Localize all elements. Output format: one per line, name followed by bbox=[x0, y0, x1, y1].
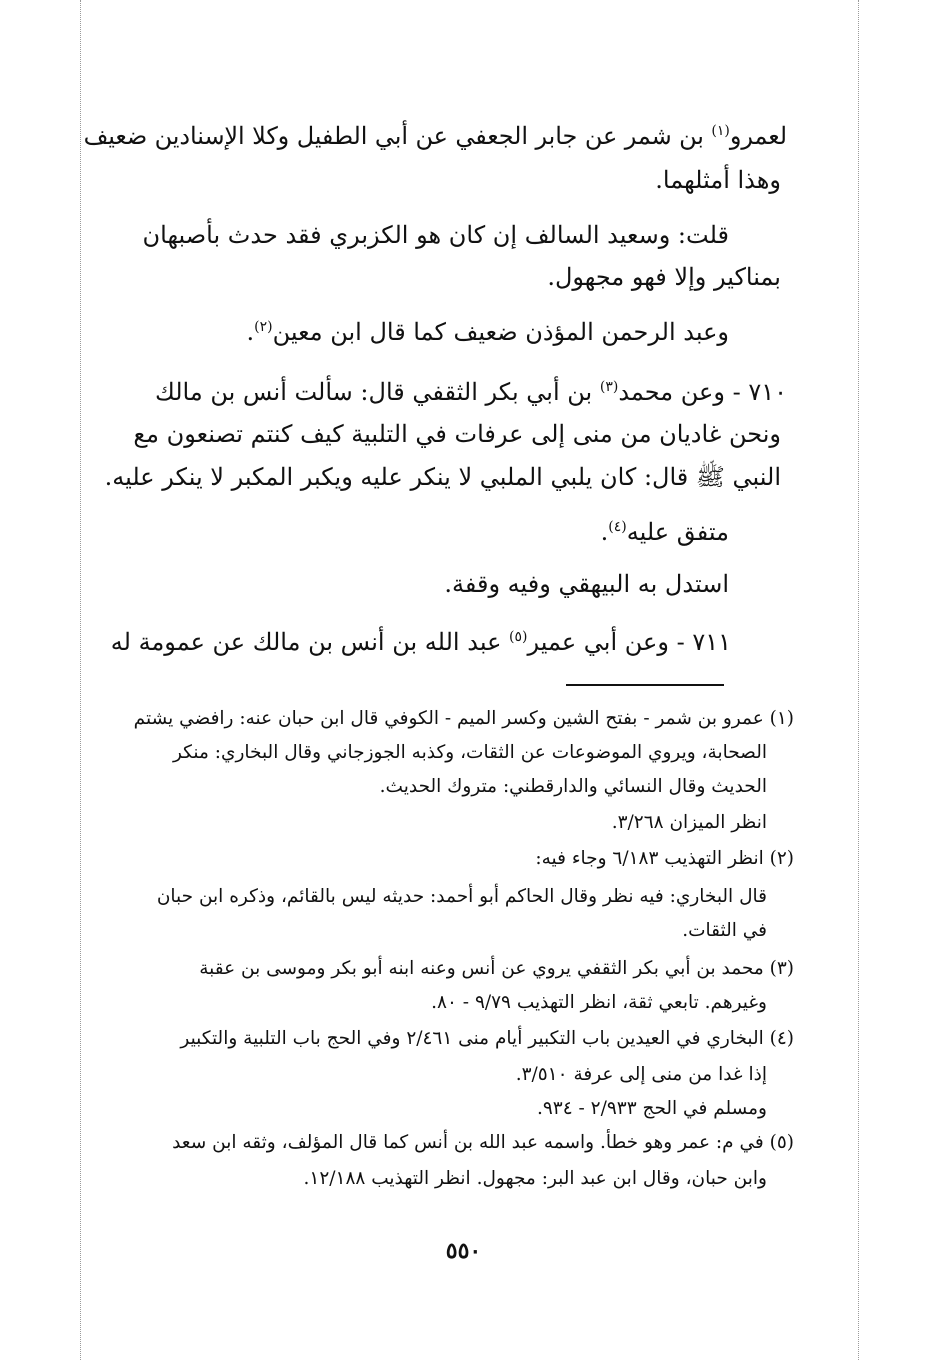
footnote-3-line-2: وغيرهم. تابعي ثقة، انظر التهذيب ٩/٧٩ - ٨٠. bbox=[431, 992, 767, 1013]
footnote-1-line-4: انظر الميزان ٣/٢٦٨. bbox=[611, 812, 767, 833]
footnote-2-line-2: قال البخاري: فيه نظر وقال الحاكم أبو أحمد: حديثه ليس بالقائم، وذكره ابن حبان bbox=[156, 886, 767, 907]
footnote-ref-2[interactable]: (٢) bbox=[254, 319, 273, 335]
footnote-5-line-2: وابن حبان، وقال ابن عبد البر: مجهول. انظر التهذيب ١٢/١٨٨. bbox=[303, 1168, 767, 1189]
footnote-ref-4[interactable]: (٤) bbox=[608, 519, 627, 535]
footnote-ref-5[interactable]: (٥) bbox=[509, 629, 528, 645]
footnote-separator bbox=[566, 684, 724, 686]
footnote-4-line-1: (٤) البخاري في العيدين باب التكبير أيام منى ٢/٤٦١ وفي الحج باب التلبية والتكبير bbox=[180, 1028, 794, 1049]
footnote-4-line-2: إذا غدا من منى إلى عرفة ٣/٥١٠. bbox=[515, 1064, 767, 1085]
footnote-4-line-3: ومسلم في الحج ٢/٩٣٣ - ٩٣٤. bbox=[536, 1098, 767, 1119]
right-margin-guide bbox=[858, 0, 859, 1360]
footnote-2-line-3: في الثقات. bbox=[682, 920, 767, 941]
main-line-5: وعبد الرحمن المؤذن ضعيف كما قال ابن معين$^{(٢)}$. bbox=[246, 318, 729, 346]
page-number: ٥٥٠ bbox=[445, 1238, 482, 1264]
footnote-ref-1[interactable]: (١) bbox=[711, 123, 730, 140]
main-line-7: ونحن غاديان من منى إلى عرفات في التلبية كيف كنتم تصنعون مع bbox=[133, 420, 781, 448]
footnote-1-line-3: الحديث وقال النسائي والدارقطني: متروك الحديث. bbox=[379, 776, 767, 797]
footnote-5-line-1: (٥) في م: عمر وهو خطأ. واسمه عبد الله بن أنس كما قال المؤلف، وثقه ابن سعد bbox=[172, 1132, 794, 1153]
main-line-1: لعمرو$^{(١)}$ بن شمر عن جابر الجعفي عن أبي الطفيل وكلا الإسنادين ضعيف bbox=[83, 122, 787, 150]
main-line-2: وهذا أمثلهما. bbox=[655, 166, 781, 194]
footnote-2-line-1: (٢) انظر التهذيب ٦/١٨٣ وجاء فيه: bbox=[535, 848, 794, 869]
footnote-1-line-2: الصحابة، ويروي الموضوعات عن الثقات، وكذبه الجوزجاني وقال البخاري: منكر bbox=[172, 742, 767, 763]
footnote-3-line-1: (٣) محمد بن أبي بكر الثقفي يروي عن أنس وعنه ابنه أبو بكر وموسى بن عقبة bbox=[199, 958, 794, 979]
main-line-10: استدل به البيهقي وفيه وقفة. bbox=[444, 570, 729, 598]
main-line-8: النبي ﷺ قال: كان يلبي الملبي لا ينكر عليه ويكبر المكبر لا ينكر عليه. bbox=[104, 463, 781, 491]
main-line-3: قلت: وسعيد السالف إن كان هو الكزبري فقد حدث بأصبهان bbox=[142, 221, 729, 249]
footnote-ref-3[interactable]: (٣) bbox=[599, 379, 619, 395]
main-line-11: ٧١١ - وعن أبي عمير$^{(٥)}$ عبد الله بن أنس بن مالك عن عمومة له bbox=[110, 628, 731, 656]
footnote-1-line-1: (١) عمرو بن شمر - بفتح الشين وكسر الميم - الكوفي قال ابن حبان عنه: رافضي يشتم bbox=[133, 708, 794, 729]
main-line-9: متفق عليه$^{(٤)}$. bbox=[600, 518, 729, 546]
main-line-4: بمناكير وإلا فهو مجهول. bbox=[547, 263, 781, 291]
left-margin-guide bbox=[80, 0, 81, 1360]
main-line-6: ٧١٠ - وعن محمد$^{(٣)}$ بن أبي بكر الثقفي قال: سألت أنس بن مالك bbox=[155, 378, 787, 406]
